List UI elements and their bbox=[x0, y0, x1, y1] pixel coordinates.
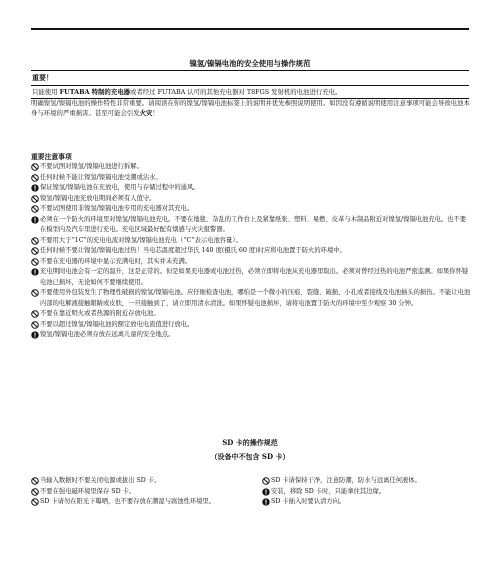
list-item bbox=[262, 476, 472, 487]
top-rule bbox=[31, 28, 469, 30]
list-item-text: 不要试图使用非镍氢/镍镉电池专用的充电器对其充电。 bbox=[40, 205, 194, 212]
prohibited-icon bbox=[262, 477, 270, 485]
prohibited-icon bbox=[31, 258, 39, 266]
page-title: 镍氢/镍镉电池的安全使用与操作规范 bbox=[189, 59, 311, 68]
prohibited-icon bbox=[31, 498, 39, 506]
watermark-text: 试读 bbox=[307, 205, 343, 237]
watermark-text: 试读 bbox=[417, 205, 453, 237]
list-item-text: 不要试图对镍氢/镍镉电池进行拆解。 bbox=[40, 163, 143, 170]
important-note-box bbox=[31, 70, 469, 99]
list-item bbox=[31, 236, 471, 247]
prohibited-icon bbox=[31, 163, 39, 171]
list-item-text: 不要用大于“1C”的充电电流对镍氢/镍镉电池充电（“C”表示电池容量）。 bbox=[40, 236, 242, 244]
prohibited-icon bbox=[31, 310, 39, 318]
list-item-text: 不要在充电器的环境中显示充满电时，其实并未充满。 bbox=[40, 257, 192, 265]
list-item bbox=[262, 497, 472, 508]
prohibited-icon bbox=[31, 289, 39, 297]
list-item bbox=[31, 497, 256, 508]
list-item bbox=[31, 267, 471, 288]
list-item-text: 不要在强电磁环境里保存 SD 卡。 bbox=[40, 487, 136, 495]
list-item-text: SD 卡请勿在阳光下曝晒，也不要存放在潮湿与腐蚀性环境里。 bbox=[40, 498, 216, 505]
list-item-text: 必须在一个防火的环境里对镍氢/镍镉电池充电。不要在地毯、杂乱的工作台上及紧靠纸张、塑料、易燃、皮革与木制品附近对镍氢/镍镉电池充电。也不要在模型内及汽车里进行充电。充电区域最好配有烟感与火灾报警器。 bbox=[40, 215, 467, 233]
prohibited-icon bbox=[31, 477, 39, 485]
sd-left-list bbox=[31, 476, 256, 508]
watermark-text: 试读 bbox=[87, 535, 123, 567]
note-suffix: 或者经过 FUTABA 认可的其他充电器对 T8FGS 发射机的电池进行充电。 bbox=[130, 88, 342, 96]
list-item bbox=[31, 320, 471, 331]
watermark-text: 试读 bbox=[197, 535, 233, 567]
watermark-text: 试读 bbox=[37, 35, 73, 67]
mandatory-icon bbox=[31, 331, 39, 339]
list-item bbox=[31, 162, 471, 173]
list-item bbox=[31, 204, 471, 215]
note-brand: FUTABA 特制的充电器 bbox=[59, 88, 130, 96]
list-item bbox=[31, 257, 471, 268]
list-item bbox=[31, 487, 256, 498]
watermark-text: 试读 bbox=[147, 375, 183, 407]
prohibited-icon bbox=[31, 321, 39, 329]
prohibited-icon bbox=[31, 174, 39, 182]
watermark-text: 试读 bbox=[257, 375, 293, 407]
intro-end: ！ bbox=[152, 109, 159, 117]
precaution-list bbox=[31, 162, 471, 341]
watermark-text: 试读 bbox=[307, 535, 343, 567]
sd-title: SD 卡的操作规范 bbox=[222, 438, 278, 447]
list-item bbox=[31, 183, 471, 194]
sd-right-list bbox=[262, 476, 472, 508]
list-item-text: 任何时候不能让镍氢/镍镉电池受潮或沾水。 bbox=[40, 173, 162, 181]
mandatory-icon bbox=[262, 488, 270, 496]
list-item-text: 镍氢/镍镉电池必须存放在远离儿童的安全地点。 bbox=[40, 331, 175, 338]
watermark-text: 试读 bbox=[337, 35, 373, 67]
list-item bbox=[31, 215, 471, 236]
mandatory-icon bbox=[262, 498, 270, 506]
mandatory-icon bbox=[31, 184, 39, 192]
watermark-text: 试读 bbox=[37, 375, 73, 407]
list-item-text: 当输入数据时不要关闭电源或拔出 SD 卡。 bbox=[40, 477, 161, 484]
important-note-heading: 重要！ bbox=[31, 71, 469, 86]
list-item-text: SD 卡插入时要认清方向。 bbox=[271, 498, 346, 505]
list-item bbox=[262, 487, 472, 498]
list-item bbox=[31, 309, 471, 320]
intro-text: 明确镍氢/镍镉电池的操作特性非常重要。请阅读在你的镍氢/镍镉电池标签上的说明并优先参照说明使用。如因没有遵循说明使用注意事项可能会导致电池本身与环境的严重损害。甚至可能会引发 bbox=[31, 99, 470, 117]
watermark-text: 试读 bbox=[237, 35, 273, 67]
list-item bbox=[31, 288, 471, 309]
mandatory-icon bbox=[31, 268, 39, 276]
sd-subtitle: （设备中不包含 SD 卡） bbox=[210, 452, 290, 461]
list-item bbox=[31, 330, 471, 341]
watermark-text: 试读 bbox=[437, 35, 473, 67]
prohibited-icon bbox=[31, 488, 39, 496]
mandatory-icon bbox=[31, 216, 39, 224]
watermark-text: 试读 bbox=[137, 35, 173, 67]
list-item-text: 充电期间电池会有一定的温升，这是正常的。但是如果充电器或电池过热，必须立即将电池从充电器里取出。必须对曾经过热的电池严密监测。如果你怀疑电池已损坏，无论如何不要继续使用。 bbox=[40, 268, 469, 286]
list-item-text: 不要使用外包装发生了物理性破损的镍氢/镍镉电池。应仔细检查电池，哪怕是一个微小的压痕、裂缝、破损、小孔或者接线及电池插头的损伤。不能让电池内部的电解液接触眼睛或皮肤，一旦接触到了，请立即用清水清洗。如果怀疑电池损坏，请将电池置于防火的环境中至少观察 30 分钟。 bbox=[40, 289, 471, 307]
intro-paragraph bbox=[31, 98, 471, 118]
watermark-text: 试读 bbox=[87, 205, 123, 237]
important-note-body bbox=[31, 86, 469, 98]
list-item-text: 镍氢/镍镉电池充放电期间必须有人值守。 bbox=[40, 194, 156, 202]
list-item-text: 安装，移除 SD 卡时，只能拿住其边缘。 bbox=[271, 487, 386, 495]
section-heading: 重要注意事项 bbox=[31, 153, 72, 161]
prohibited-icon bbox=[31, 237, 39, 245]
prohibited-icon bbox=[31, 247, 39, 255]
intro-emphasis: 火灾 bbox=[139, 109, 153, 117]
watermark-text: 试读 bbox=[197, 205, 233, 237]
list-item-text: 不要以超过镍氢/镍镉电池的额定放电电流值进行放电。 bbox=[40, 320, 194, 328]
list-item bbox=[31, 246, 471, 257]
list-item-text: SD 卡请保持干净，注意防潮，防水与远离任何液体。 bbox=[271, 477, 421, 484]
prohibited-icon bbox=[31, 205, 39, 213]
note-prefix: 只能使用 bbox=[32, 88, 60, 96]
list-item bbox=[31, 173, 471, 184]
list-item-text: 保证镍氢/镍镉电池在充放电，使用与存储过程中的通风。 bbox=[40, 184, 200, 191]
watermark-text: 试读 bbox=[367, 375, 403, 407]
list-item bbox=[31, 476, 256, 487]
list-item bbox=[31, 194, 471, 205]
list-item-text: 任何时候不要让镍氢/镍镉电池过热！当电芯温度超过华氏 140 度(摄氏 60 度)时应将电池置于防火的环境中。 bbox=[40, 247, 346, 254]
prohibited-icon bbox=[31, 195, 39, 203]
watermark-text: 试读 bbox=[417, 535, 453, 567]
list-item-text: 不要在靠近明火或者热源的附近存放电池。 bbox=[40, 310, 160, 317]
